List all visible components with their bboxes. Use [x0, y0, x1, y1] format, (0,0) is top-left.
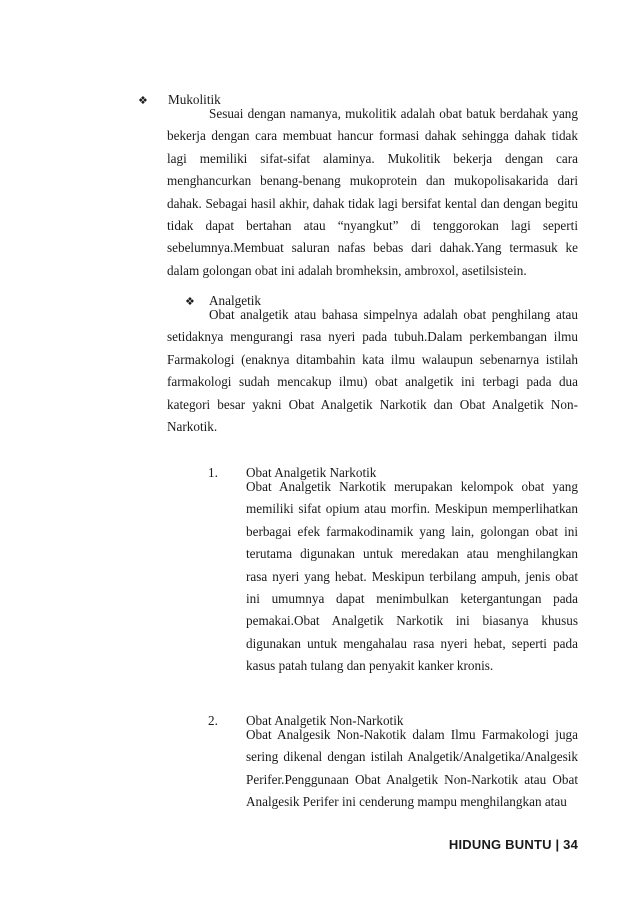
list-item-number: 2. — [208, 713, 218, 728]
mukolitik-heading: Mukolitik — [168, 92, 221, 107]
list-item-paragraph: Obat Analgetik Narkotik merupakan kelompok obat yang memiliki sifat opium atau morfin. Meskipun memperlihatkan berbagai efek farmakodinamik yang lain, golongan obat ini terutama digunakan untuk meredakan atau menghilangkan rasa nyeri yang hebat. Meskipun terbilang ampuh, jenis obat ini umumnya dapat menimbulkan ketergantungan pada pemakai.Obat Analgetik Narkotik ini biasanya khusus digunakan untuk mengahalau rasa nyeri hebat, seperti pada kasus patah tulang dan penyakit kanker kronis. — [246, 479, 578, 674]
analgetik-paragraph: Obat analgetik atau bahasa simpelnya adalah obat penghilang atau setidaknya mengurangi rasa nyeri pada tubuh.Dalam perkembangan ilmu Farmakologi (enaknya ditambahin kata ilmu walaupun sebenarnya istilah farmakologi sudah mencakup ilmu) obat analgetik ini terbagi pada dua kategori besar yakni Obat Analgetik Narkotik dan Obat Analgetik Non-Narkotik. — [167, 307, 578, 435]
list-item-paragraph: Obat Analgesik Non-Nakotik dalam Ilmu Farmakologi juga sering dikenal dengan istilah Analgetik/Analgetika/Analgesik Perifer.Penggunaan Obat Analgetik Non-Narkotik atau Obat Analgesik Perifer ini cenderung mampu menghilangkan atau — [246, 727, 578, 810]
mukolitik-paragraph: Sesuai dengan namanya, mukolitik adalah obat batuk berdahak yang bekerja dengan cara membuat hancur formasi dahak sehingga dahak tidak lagi memiliki sifat-sifat alaminya. Mukolitik bekerja dengan cara menghancurkan benang-benang mukoprotein dan mukopolisakarida dari dahak. Sebagai hasil akhir, dahak tidak lagi bersifat kental dan dengan begitu tidak dapat bertahan atau “nyangkut” di tenggorokan lagi seperti sebelumnya.Membuat saluran nafas bebas dari dahak.Yang termasuk ke dalam golongan obat ini adalah bromheksin, ambroxol, asetilsistein. — [167, 106, 578, 278]
diamond-bullet-icon: ❖ — [138, 94, 148, 107]
analgetik-heading: Analgetik — [209, 293, 262, 308]
list-item-number: 1. — [208, 465, 218, 480]
page-footer: HIDUNG BUNTU | 34 — [448, 837, 578, 852]
diamond-bullet-icon: ❖ — [185, 295, 195, 308]
list-item-title: Obat Analgetik Narkotik — [246, 465, 377, 480]
list-item-title: Obat Analgetik Non-Narkotik — [246, 713, 404, 728]
